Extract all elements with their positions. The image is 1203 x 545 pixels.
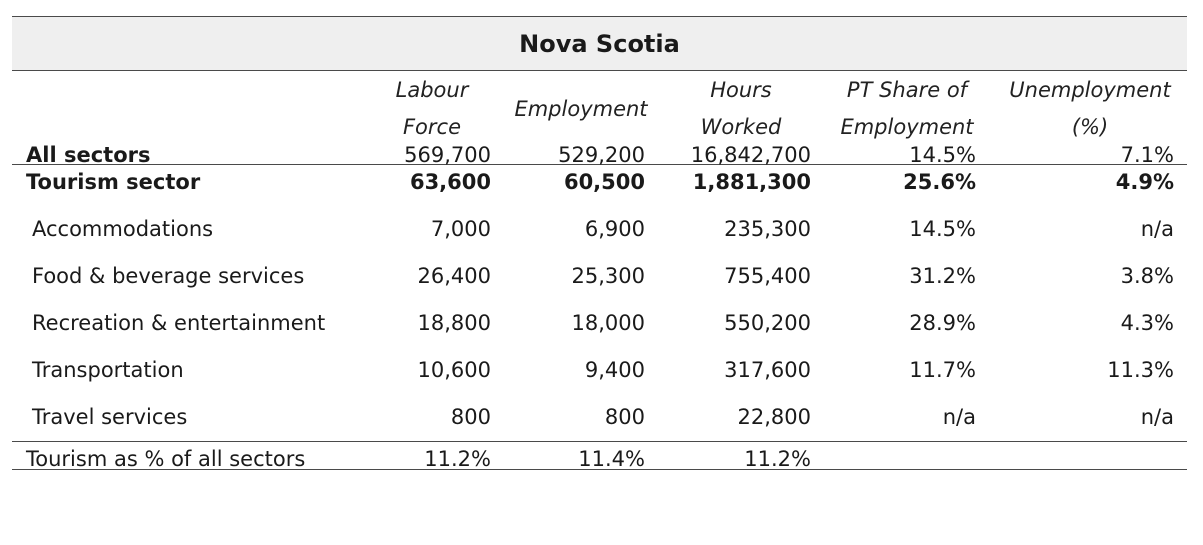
row-label: Transportation <box>32 358 184 382</box>
cell-employment: 800 <box>604 405 645 429</box>
cell-labour-force: 18,800 <box>417 311 491 335</box>
cell-hours-worked: 16,842,700 <box>690 143 811 167</box>
table-row-subsector <box>12 253 1187 300</box>
cell-pt-share: 31.2% <box>909 264 976 288</box>
row-label: All sectors <box>26 143 151 167</box>
row-label: Accommodations <box>32 217 214 241</box>
cell-employment: 60,500 <box>563 170 645 194</box>
cell-labour-force: 10,600 <box>417 358 491 382</box>
cell-hours-worked: 22,800 <box>737 405 811 429</box>
cell-labour-force: 63,600 <box>409 170 491 194</box>
cell-pt-share: 14.5% <box>909 217 976 241</box>
cell-hours-worked: 755,400 <box>724 264 811 288</box>
header-unemployment: Unemployment (%) <box>1009 78 1171 139</box>
cell-unemployment: 4.9% <box>1115 170 1174 194</box>
cell-labour-force: 11.2% <box>424 447 491 471</box>
cell-employment: 9,400 <box>584 358 645 382</box>
cell-labour-force: 26,400 <box>417 264 491 288</box>
row-label: Recreation & entertainment <box>32 311 326 335</box>
cell-unemployment: 11.3% <box>1107 358 1174 382</box>
cell-pt-share: 14.5% <box>909 143 976 167</box>
cell-pt-share: 25.6% <box>903 170 976 194</box>
cell-hours-worked: 1,881,300 <box>692 170 811 194</box>
cell-employment: 11.4% <box>578 447 645 471</box>
cell-pt-share: 11.7% <box>909 358 976 382</box>
cell-employment: 25,300 <box>571 264 645 288</box>
header-hours-worked: Hours Worked <box>700 78 782 139</box>
cell-unemployment: n/a <box>1140 405 1174 429</box>
subsector-rows <box>12 206 1187 441</box>
table-title: Nova Scotia <box>12 16 1187 71</box>
table-row-tourism-share <box>12 436 1187 483</box>
header-employment: Employment <box>514 96 648 121</box>
cell-labour-force: 569,700 <box>404 143 491 167</box>
row-label: Travel services <box>32 405 188 429</box>
cell-labour-force: 800 <box>450 405 491 429</box>
tourism-employment-table <box>12 16 1187 470</box>
cell-unemployment: n/a <box>1140 217 1174 241</box>
row-label: Tourism as % of all sectors <box>26 447 306 471</box>
cell-hours-worked: 550,200 <box>724 311 811 335</box>
cell-unemployment: 4.3% <box>1120 311 1174 335</box>
cell-labour-force: 7,000 <box>430 217 491 241</box>
row-label: Food & beverage services <box>32 264 305 288</box>
header-labour-force: Labour Force <box>395 78 469 139</box>
cell-unemployment: 7.1% <box>1120 143 1174 167</box>
row-label: Tourism sector <box>26 170 201 194</box>
cell-hours-worked: 317,600 <box>724 358 811 382</box>
table-row-subsector <box>12 347 1187 394</box>
table-row-tourism-sector <box>12 159 1187 206</box>
cell-pt-share: 28.9% <box>909 311 976 335</box>
table-row-subsector <box>12 394 1187 441</box>
table-row-subsector <box>12 206 1187 253</box>
cell-pt-share: n/a <box>942 405 976 429</box>
table-row-subsector <box>12 300 1187 347</box>
cell-employment: 18,000 <box>571 311 645 335</box>
cell-employment: 6,900 <box>584 217 645 241</box>
cell-hours-worked: 235,300 <box>724 217 811 241</box>
header-pt-share: PT Share of Employment <box>840 78 974 139</box>
cell-unemployment: 3.8% <box>1120 264 1174 288</box>
cell-employment: 529,200 <box>558 143 645 167</box>
cell-hours-worked: 11.2% <box>744 447 811 471</box>
